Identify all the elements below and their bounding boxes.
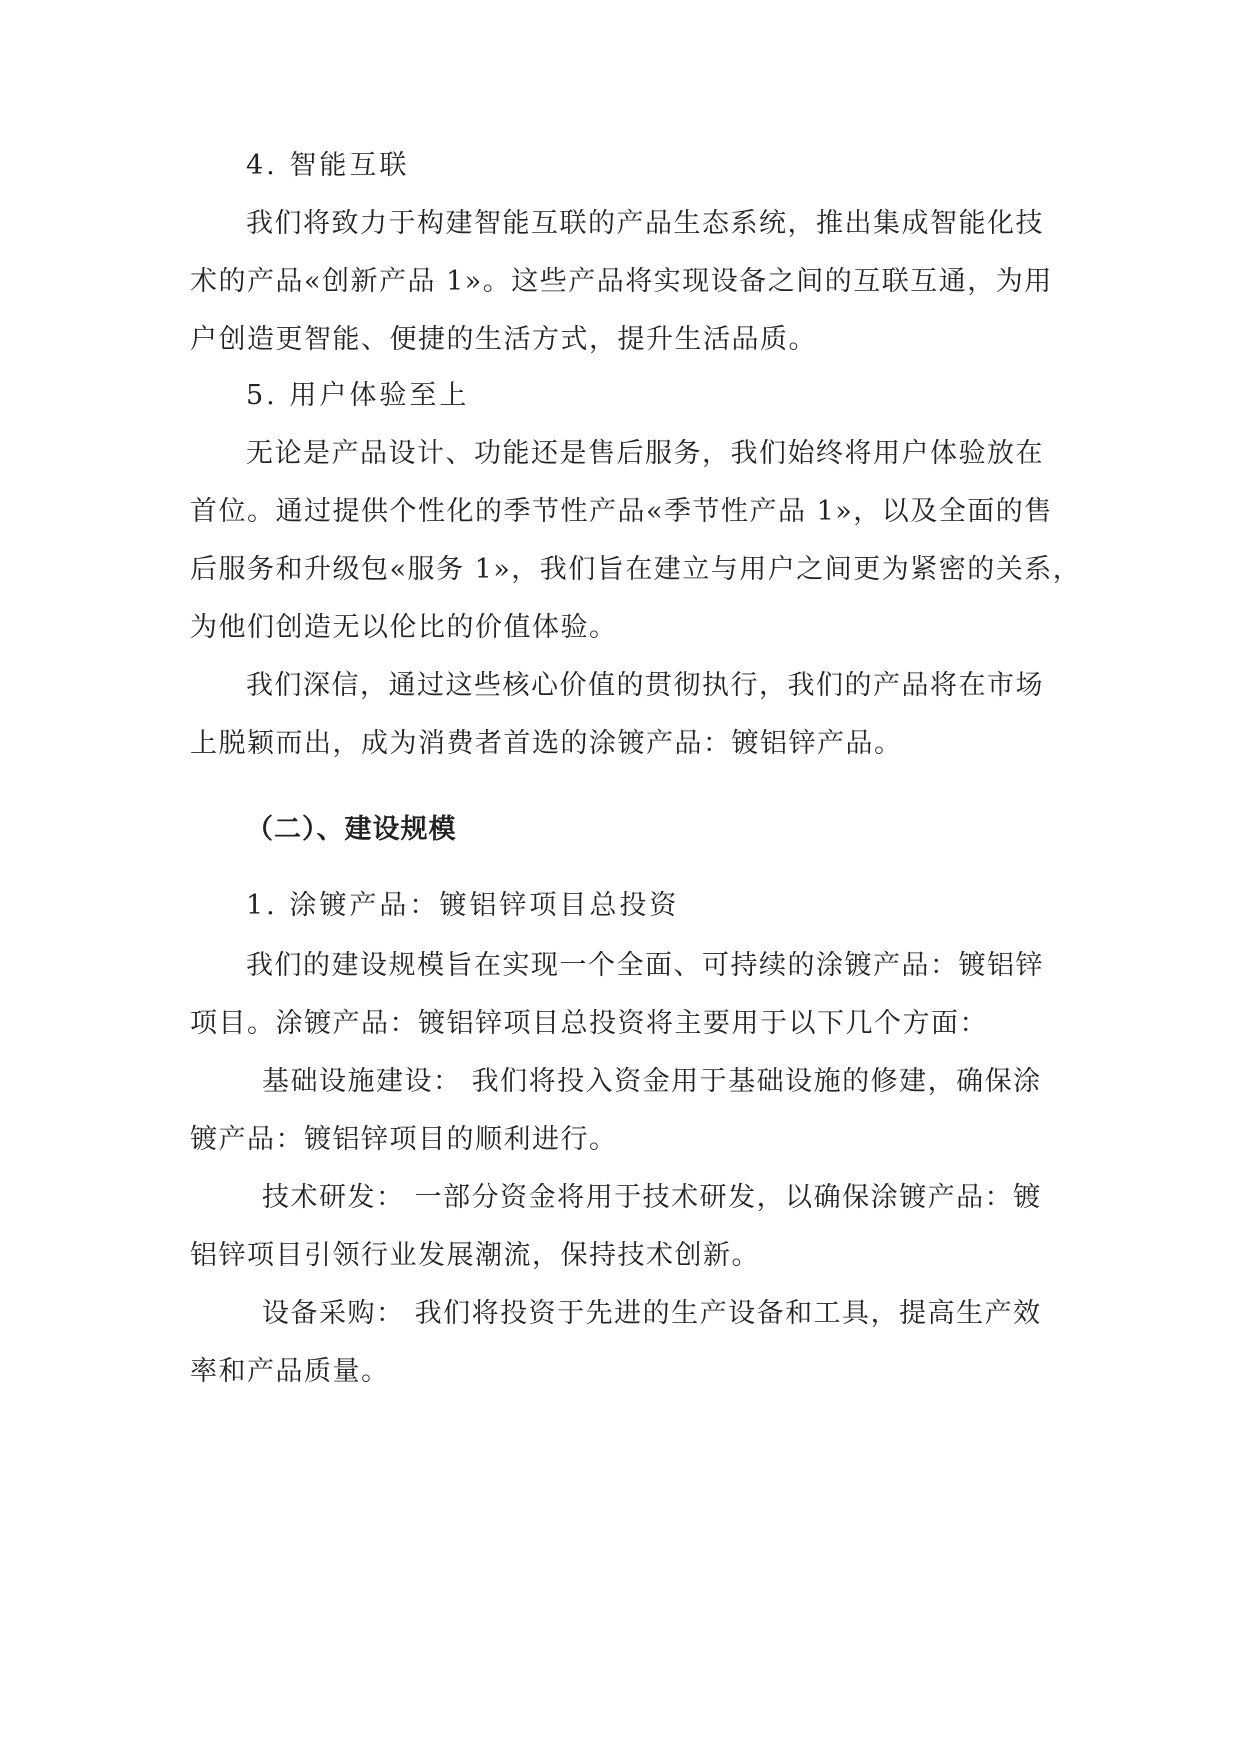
item-1-paragraph-line: 项目。涂镀产品：镀铝锌项目总投资将主要用于以下几个方面： [190,1008,988,1039]
conclusion-paragraph-line: 上脱颖而出，成为消费者首选的涂镀产品：镀铝锌产品。 [190,728,903,759]
item-1-paragraph-line: 我们的建设规模旨在实现一个全面、可持续的涂镀产品：镀铝锌 [246,950,1044,981]
item-5-title: 5. 用户体验至上 [246,380,470,411]
infrastructure-paragraph-line: 镀产品：镀铝锌项目的顺利进行。 [190,1124,618,1155]
item-1-title: 1. 涂镀产品：镀铝锌项目总投资 [246,890,680,921]
item-5-paragraph-line: 首位。通过提供个性化的季节性产品«季节性产品 1»，以及全面的售 [190,496,1053,527]
item-4-title: 4. 智能互联 [246,150,410,181]
item-5-paragraph-line: 无论是产品设计、功能还是售后服务，我们始终将用户体验放在 [246,438,1044,469]
item-4-paragraph-line: 我们将致力于构建智能互联的产品生态系统，推出集成智能化技 [246,208,1044,239]
item-5-paragraph-line: 为他们创造无以伦比的价值体验。 [190,612,618,643]
section-heading: （二）、建设规模 [246,814,457,845]
infrastructure-paragraph-line: 基础设施建设： 我们将投入资金用于基础设施的修建，确保涂 [262,1066,1042,1097]
equipment-paragraph-line: 率和产品质量。 [190,1356,390,1387]
item-5-paragraph-line: 后服务和升级包«服务 1»，我们旨在建立与用户之间更为紧密的关系， [190,554,1082,585]
rnd-paragraph-line: 技术研发： 一部分资金将用于技术研发，以确保涂镀产品：镀 [262,1182,1042,1213]
item-4-paragraph-line: 户创造更智能、便捷的生活方式，提升生活品质。 [190,324,817,355]
conclusion-paragraph-line: 我们深信，通过这些核心价值的贯彻执行，我们的产品将在市场 [246,670,1044,701]
equipment-paragraph-line: 设备采购： 我们将投资于先进的生产设备和工具，提高生产效 [262,1298,1042,1329]
rnd-paragraph-line: 铝锌项目引领行业发展潮流，保持技术创新。 [190,1240,760,1271]
item-4-paragraph-line: 术的产品«创新产品 1»。这些产品将实现设备之间的互联互通，为用 [190,266,1053,297]
